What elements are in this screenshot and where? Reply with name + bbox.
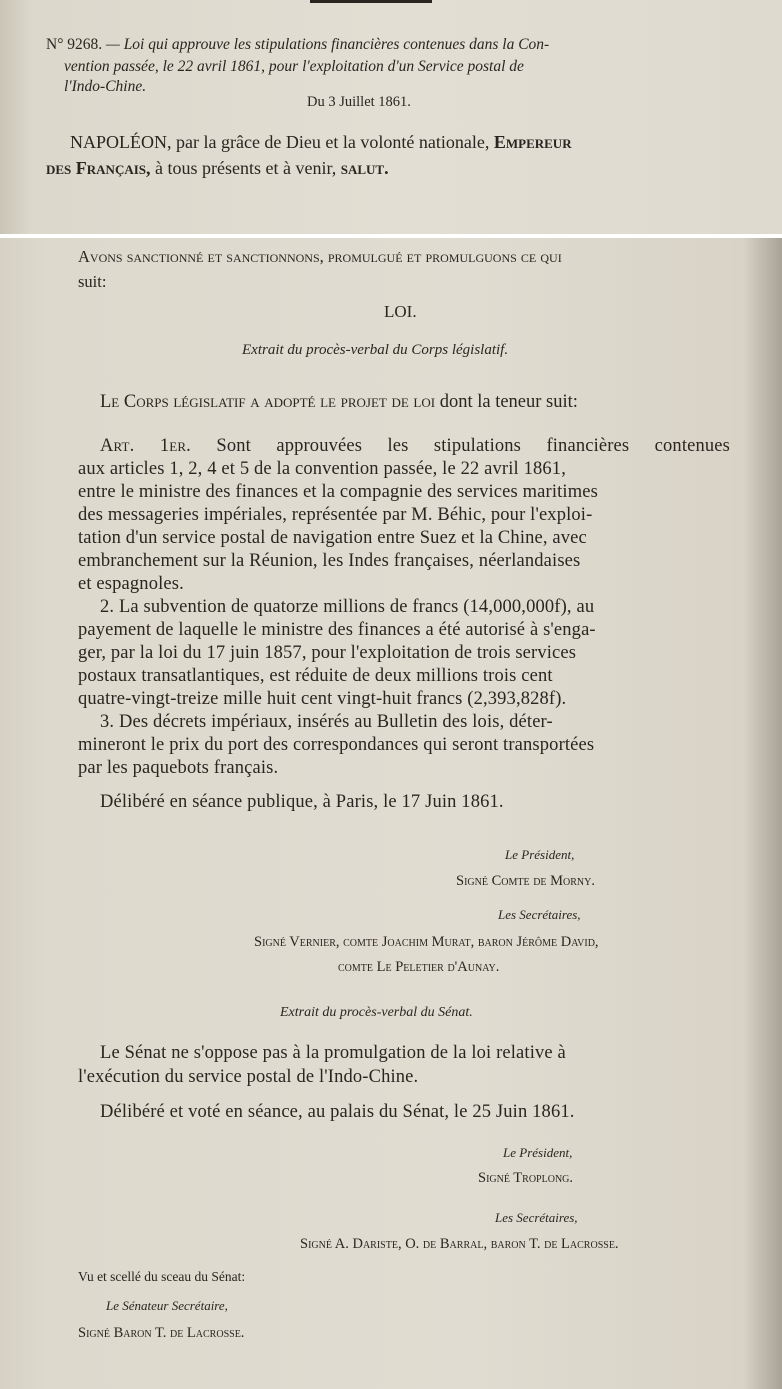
article-1-line-5: tation d'un service postal de navigation entre Suez et la Chine, avec xyxy=(78,528,587,548)
article-2-line-4: postaux transatlantiques, est réduite de deux millions trois cent xyxy=(78,666,553,686)
page-top-fragment xyxy=(0,0,782,234)
vu-scelle-line: Vu et scellé du sceau du Sénat: xyxy=(78,1269,246,1284)
article-1-text-0: Sont approuvées les stipulations financières contenues xyxy=(216,436,730,456)
secretaires-2-text-1: Signé A. Dariste, O. de Barral, baron T. de Lacrosse. xyxy=(300,1236,619,1252)
napoleon-text-1: NAPOLÉON, par la grâce de Dieu et la volonté nationale, xyxy=(70,132,490,152)
delibere-corps-legislatif: Délibéré en séance publique, à Paris, le 17 Juin 1861. xyxy=(100,792,504,812)
salut-word: salut. xyxy=(340,158,389,178)
des-francais: des Français, xyxy=(46,158,151,178)
law-number: N° 9268. xyxy=(46,36,103,53)
president-1-title: Le Président, xyxy=(505,847,575,862)
article-3-line-2: mineront le prix du port des correspondances qui seront transportées xyxy=(78,735,595,755)
article-1-line-7: et espagnoles. xyxy=(78,574,184,594)
article-1-line-3: entre le ministre des finances et la compagnie des services maritimes xyxy=(78,482,598,502)
article-3-line-3: par les paquebots français. xyxy=(78,758,279,778)
article-2-line-3: ger, par la loi du 17 juin 1857, pour l'exploitation de trois services xyxy=(78,643,577,663)
corps-legislatif-rest: dont la teneur suit: xyxy=(439,392,578,412)
top-rule xyxy=(310,0,432,3)
delibere-senat: Délibéré et voté en séance, au palais du Sénat, le 25 Juin 1861. xyxy=(100,1102,575,1122)
article-3-line-1: 3. Des décrets impériaux, insérés au Bulletin des lois, déter- xyxy=(100,712,553,732)
president-1-signature xyxy=(456,873,595,890)
law-heading-text-1: — Loi qui approuve les stipulations financières contenues dans la Con- xyxy=(106,36,550,53)
secretaires-1-text-1: Signé Vernier, comte Joachim Murat, baron Jérôme David, xyxy=(254,934,599,950)
law-heading-line-3: l'Indo-Chine. xyxy=(64,78,147,95)
secretaires-1-title: Les Secrétaires, xyxy=(498,907,581,922)
napoleon-line-1 xyxy=(70,132,572,153)
avons-line-1 xyxy=(78,247,562,267)
senateur-sig-text: Signé Baron T. de Lacrosse. xyxy=(78,1325,245,1341)
secretaires-2-title: Les Secrétaires, xyxy=(495,1210,578,1225)
president-1-sig-text: Signé Comte de Morny. xyxy=(456,873,596,889)
law-date: Du 3 Juillet 1861. xyxy=(307,94,411,110)
napoleon-text-2: à tous présents et à venir, xyxy=(155,158,337,178)
avons-text: Avons sanctionné et sanctionnons, promulgué et promulguons ce qui xyxy=(78,247,562,266)
loi-title: LOI. xyxy=(384,302,417,321)
article-2-line-1: 2. La subvention de quatorze millions de francs (14,000,000f), au xyxy=(100,597,595,617)
article-1-line-4: des messageries impériales, représentée par M. Béhic, pour l'exploi- xyxy=(78,505,593,525)
secretaires-1-line-2 xyxy=(338,959,499,976)
article-1-line-2: aux articles 1, 2, 4 et 5 de la convention passée, le 22 avril 1861, xyxy=(78,459,566,479)
corps-legislatif-line xyxy=(100,392,578,413)
empereur-title: Empereur xyxy=(493,132,572,152)
article-1-label: Art. 1er. xyxy=(100,436,191,456)
extract-senat: Extrait du procès-verbal du Sénat. xyxy=(280,1005,473,1020)
napoleon-line-2 xyxy=(46,158,389,179)
president-2-title: Le Président, xyxy=(503,1145,573,1160)
secretaires-1-line-1 xyxy=(254,934,599,951)
president-2-signature xyxy=(478,1170,573,1187)
senateur-signature xyxy=(78,1325,244,1342)
senateur-secretaire-title: Le Sénateur Secrétaire, xyxy=(106,1298,228,1313)
page-main xyxy=(0,238,782,1389)
corps-legislatif-smallcaps: Le Corps législatif a adopté le projet de loi xyxy=(100,392,436,412)
secretaires-2-line-1 xyxy=(300,1236,619,1253)
law-heading-line-2: vention passée, le 22 avril 1861, pour l'exploitation d'un Service postal de xyxy=(64,58,524,75)
senat-line-2: l'exécution du service postal de l'Indo-Chine. xyxy=(78,1067,419,1087)
avons-line-2: suit: xyxy=(78,272,107,291)
extract-corps-legislatif: Extrait du procès-verbal du Corps législatif. xyxy=(242,342,509,358)
article-1-line-1 xyxy=(100,436,730,457)
senat-line-1: Le Sénat ne s'oppose pas à la promulgation de la loi relative à xyxy=(100,1043,566,1063)
president-2-sig-text: Signé Troplong. xyxy=(478,1170,574,1186)
law-heading-line-1 xyxy=(46,36,549,54)
secretaires-1-text-2: comte Le Peletier d'Aunay. xyxy=(338,959,500,975)
article-2-line-2: payement de laquelle le ministre des finances a été autorisé à s'enga- xyxy=(78,620,596,640)
article-1-line-6: embranchement sur la Réunion, les Indes françaises, néerlandaises xyxy=(78,551,581,571)
article-2-line-5: quatre-vingt-treize mille huit cent vingt-huit francs (2,393,828f). xyxy=(78,689,567,709)
